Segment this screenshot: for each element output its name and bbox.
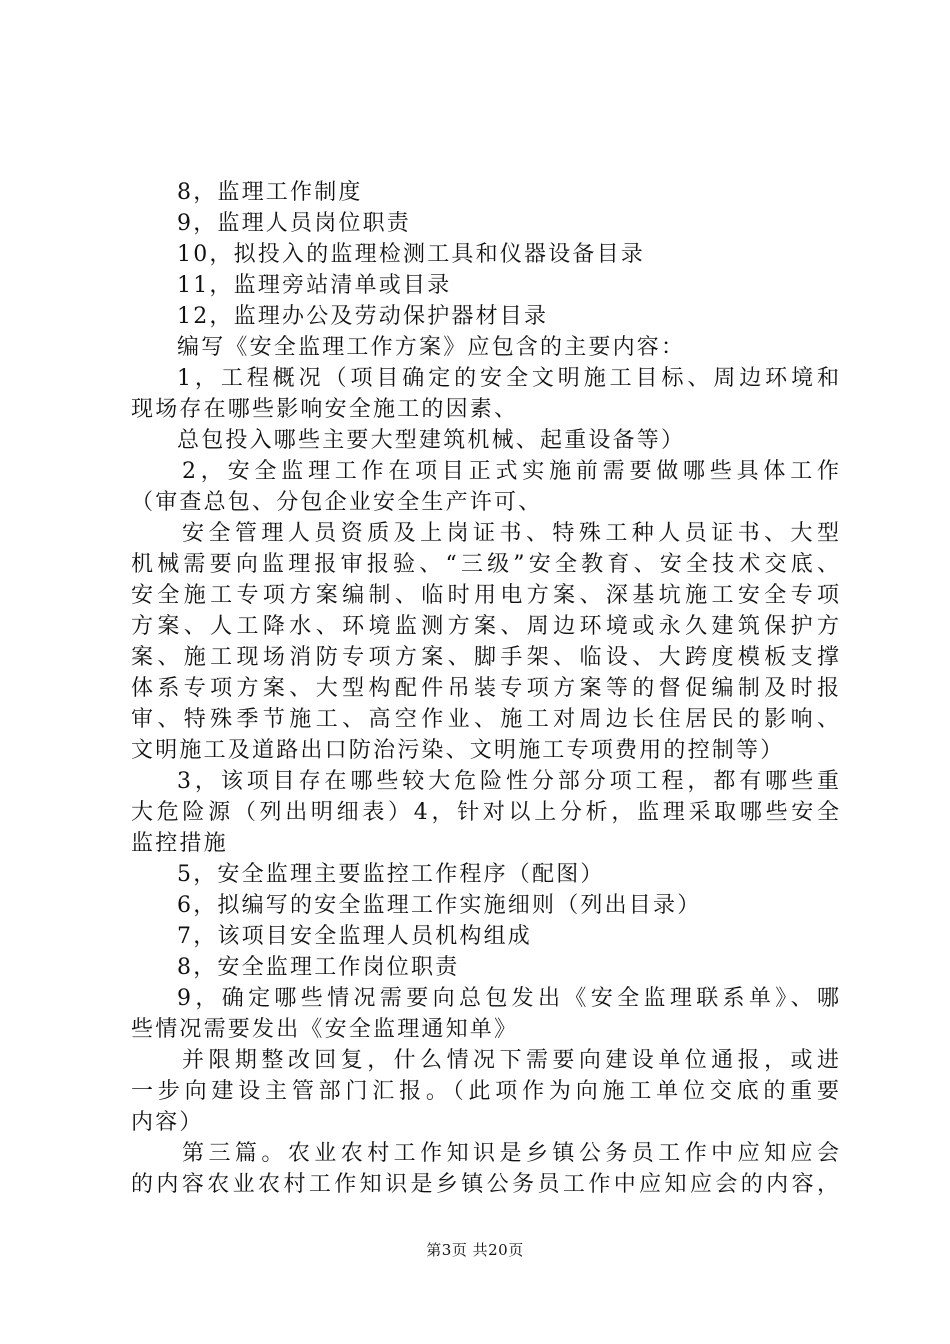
text-line: 方案、人工降水、环境监测方案、周边环境或永久建筑保护方 bbox=[131, 614, 839, 639]
text-line: 总包投入哪些主要大型建筑机械、起重设备等） bbox=[177, 428, 686, 453]
text-line: 10，拟投入的监理检测工具和仪器设备目录 bbox=[177, 242, 645, 267]
text-line: 安全管理人员资质及上岗证书、特殊工种人员证书、大型 bbox=[182, 521, 839, 546]
text-line: 机械需要向监理报审报验、“三级”安全教育、安全技术交底、 bbox=[131, 552, 839, 577]
text-line: 6，拟编写的安全监理工作实施细则（列出目录） bbox=[177, 893, 702, 918]
text-line: 大危险源（列出明细表）4，针对以上分析，监理采取哪些安全 bbox=[131, 800, 839, 825]
text-line: 12，监理办公及劳动保护器材目录 bbox=[177, 304, 549, 329]
text-line: 7，该项目安全监理人员机构组成 bbox=[177, 924, 532, 949]
text-line: 些情况需要发出《安全监理通知单》 bbox=[131, 1017, 519, 1042]
text-line: 2，安全监理工作在项目正式实施前需要做哪些具体工作 bbox=[182, 459, 839, 484]
text-line: 现场存在哪些影响安全施工的因素、 bbox=[131, 397, 519, 422]
text-line: 8，监理工作制度 bbox=[177, 180, 363, 205]
text-line: 一步向建设主管部门汇报。（此项作为向施工单位交底的重要 bbox=[131, 1079, 839, 1104]
text-line: 的内容农业农村工作知识是乡镇公务员工作中应知应会的内容， bbox=[131, 1172, 839, 1197]
text-line: 第三篇。农业农村工作知识是乡镇公务员工作中应知应会 bbox=[182, 1141, 839, 1166]
text-line: 体系专项方案、大型构配件吊装专项方案等的督促编制及时报 bbox=[131, 676, 839, 701]
text-line: 3，该项目存在哪些较大危险性分部分项工程，都有哪些重 bbox=[177, 769, 839, 794]
text-line: 编写《安全监理工作方案》应包含的主要内容： bbox=[177, 335, 686, 360]
text-line: 5，安全监理主要监控工作程序（配图） bbox=[177, 862, 605, 887]
text-line: 8，安全监理工作岗位职责 bbox=[177, 955, 460, 980]
text-line: 案、施工现场消防专项方案、脚手架、临设、大跨度模板支撑 bbox=[131, 645, 839, 670]
text-line: 11，监理旁站清单或目录 bbox=[177, 273, 452, 298]
text-line: 9，确定哪些情况需要向总包发出《安全监理联系单》、哪 bbox=[177, 986, 839, 1011]
text-line: 安全施工专项方案编制、临时用电方案、深基坑施工安全专项 bbox=[131, 583, 839, 608]
text-line: 内容） bbox=[131, 1110, 204, 1135]
text-line: 监控措施 bbox=[131, 831, 228, 856]
text-line: （审查总包、分包企业安全生产许可、 bbox=[131, 490, 543, 515]
text-line: 9，监理人员岗位职责 bbox=[177, 211, 411, 236]
page-number-footer: 第3页 共20页 bbox=[426, 1241, 524, 1259]
text-line: 1，工程概况（项目确定的安全文明施工目标、周边环境和 bbox=[177, 366, 839, 391]
text-line: 审、特殊季节施工、高空作业、施工对周边长住居民的影响、 bbox=[131, 707, 839, 732]
text-line: 文明施工及道路出口防治污染、文明施工专项费用的控制等） bbox=[131, 738, 785, 763]
text-line: 并限期整改回复，什么情况下需要向建设单位通报，或进 bbox=[182, 1048, 839, 1073]
document-body bbox=[131, 177, 839, 1200]
